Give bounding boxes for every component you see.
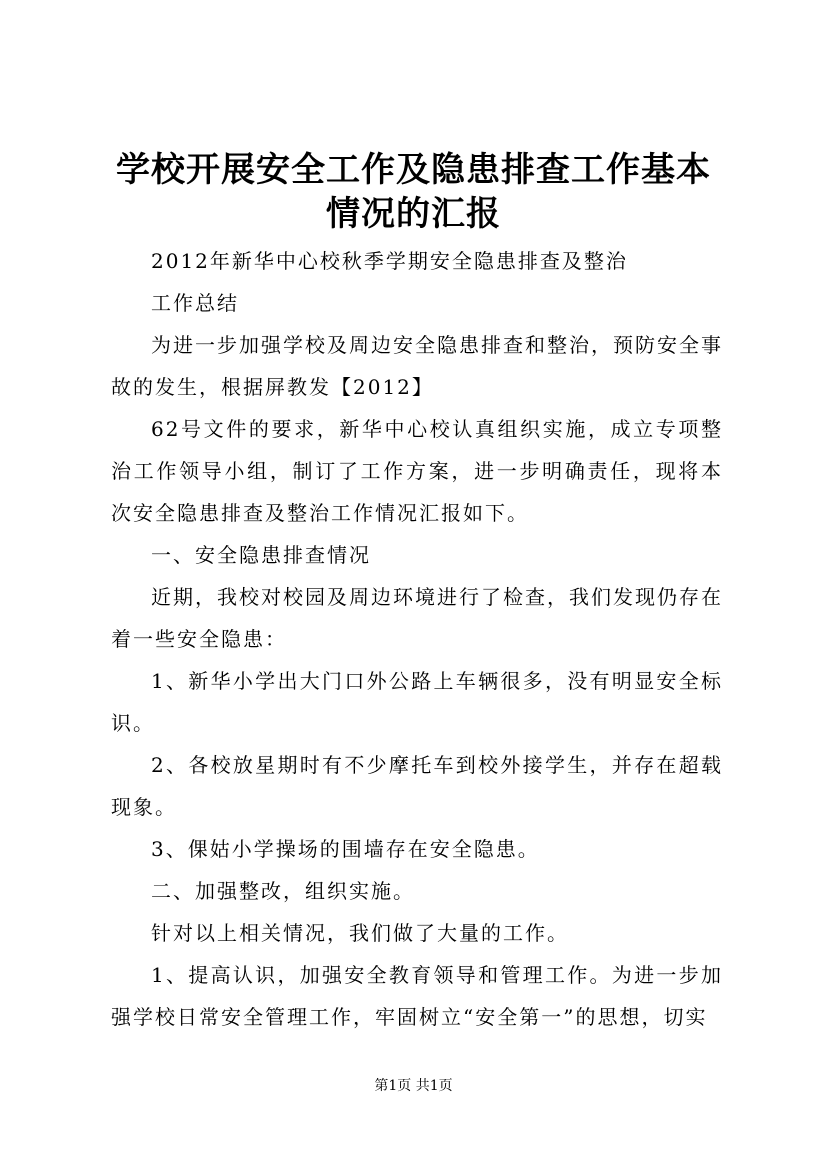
section-heading: 二、加强整改，组织实施。 (151, 879, 415, 903)
paragraph: 工作总结 (151, 291, 239, 315)
paragraph: 近期，我校对校园及周边环境进行了检查，我们发现仍存在着一些安全隐患： (111, 585, 723, 651)
list-item: 2、各校放星期时有不少摩托车到校外接学生，并存在超载现象。 (111, 753, 723, 819)
paragraph: 2012年新华中心校秋季学期安全隐患排查及整治 (151, 249, 628, 273)
list-item: 1、新华小学出大门口外公路上车辆很多，没有明显安全标识。 (111, 669, 723, 735)
paragraph: 62号文件的要求，新华中心校认真组织实施，成立专项整治工作领导小组，制订了工作方案，进一步明确责任，现将本次安全隐患排查及整治工作情况汇报如下。 (111, 417, 723, 525)
list-item: 3、倮姑小学操场的围墙存在安全隐患。 (151, 837, 540, 861)
page-footer: 第1页 共1页 (374, 1078, 453, 1094)
section-heading: 一、安全隐患排查情况 (151, 543, 371, 567)
document-body (111, 240, 723, 1038)
paragraph: 针对以上相关情况，我们做了大量的工作。 (151, 921, 569, 945)
paragraph: 为进一步加强学校及周边安全隐患排查和整治，预防安全事故的发生，根据屏教发【2012】 (111, 333, 723, 399)
list-item: 1、提高认识，加强安全教育领导和管理工作。为进一步加强学校日常安全管理工作，牢固树立“安全第一”的思想，切实 (111, 963, 723, 1029)
document-title: 学校开展安全工作及隐患排查工作基本情况的汇报 (116, 150, 711, 234)
